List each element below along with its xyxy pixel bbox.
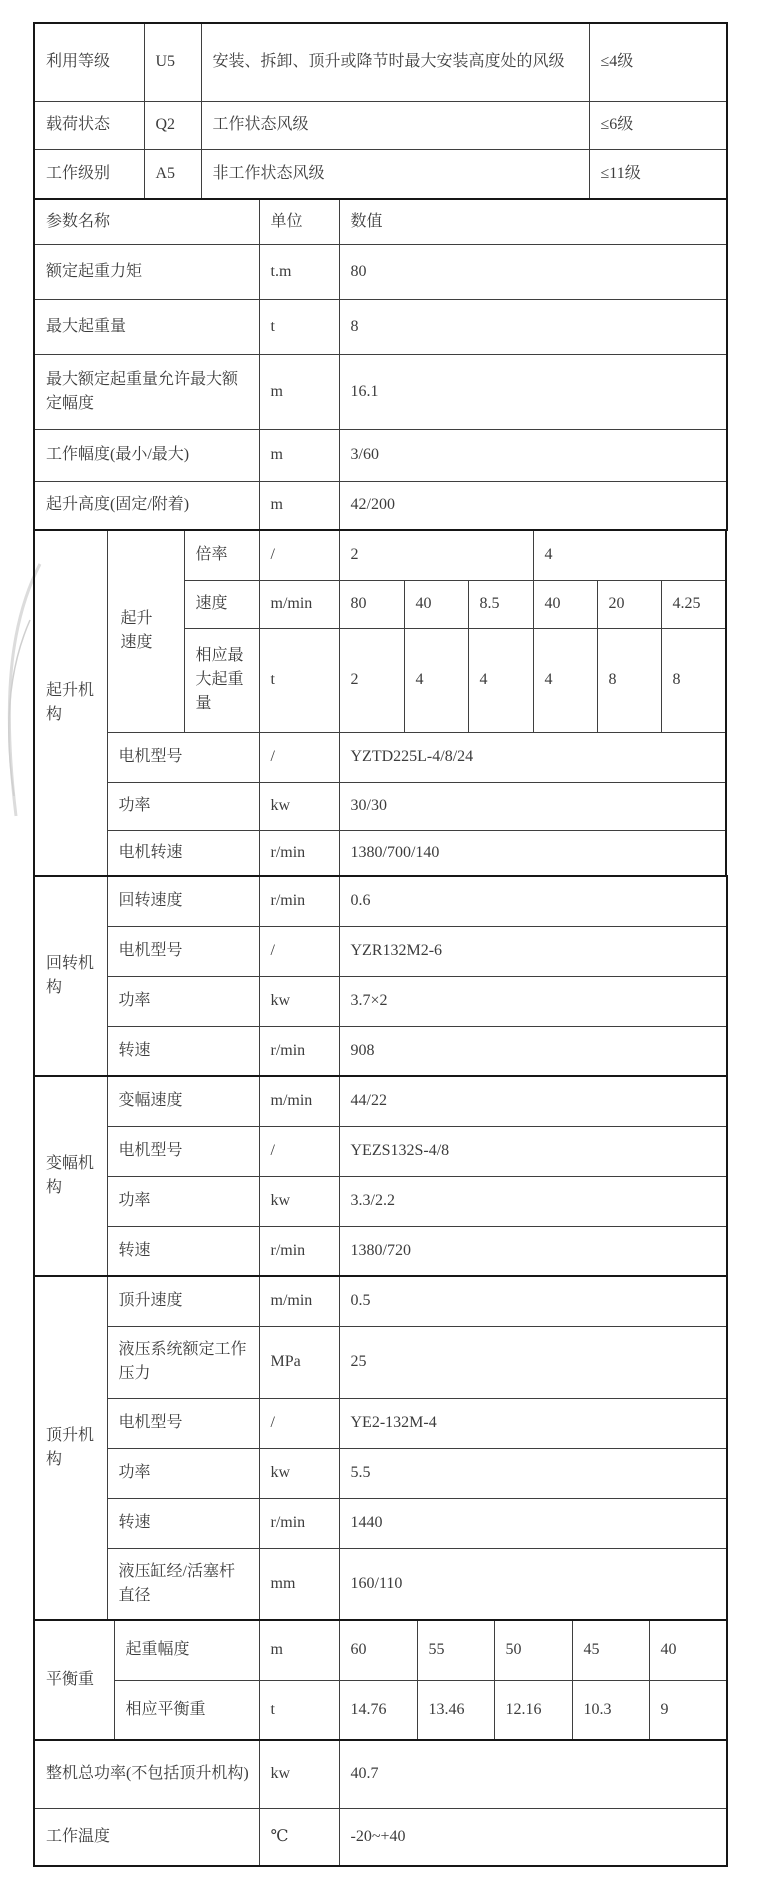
cell: m — [259, 429, 339, 481]
cell: 10.3 — [572, 1680, 649, 1740]
cell: 0.6 — [339, 876, 727, 926]
cell: -20~+40 — [339, 1808, 727, 1866]
cell: 42/200 — [339, 481, 727, 530]
table-row — [34, 782, 726, 830]
cell: 1440 — [339, 1498, 727, 1548]
cell: 16.1 — [339, 354, 727, 429]
cell: U5 — [144, 23, 201, 101]
cell: 整机总功率(不包括顶升机构) — [34, 1740, 259, 1808]
cell: m — [259, 481, 339, 530]
cell: 12.16 — [494, 1680, 572, 1740]
cell: / — [259, 732, 339, 782]
table-row — [34, 244, 727, 299]
cell: 单位 — [259, 199, 339, 244]
table-row — [34, 876, 727, 926]
table-row — [34, 530, 726, 580]
spec-table-slewing — [33, 875, 728, 1077]
cell: 4 — [468, 628, 533, 732]
cell: 40 — [404, 580, 468, 628]
cell: 工作温度 — [34, 1808, 259, 1866]
cell: 80 — [339, 244, 727, 299]
cell: / — [259, 530, 339, 580]
cell: 14.76 — [339, 1680, 417, 1740]
cell: 电机型号 — [107, 926, 259, 976]
cell: / — [259, 1126, 339, 1176]
cell: kw — [259, 1176, 339, 1226]
cell: m/min — [259, 1276, 339, 1326]
cell: 2 — [339, 530, 533, 580]
table-row — [34, 1176, 727, 1226]
cell: 3.3/2.2 — [339, 1176, 727, 1226]
cell: 液压缸经/活塞杆直径 — [107, 1548, 259, 1620]
cell: 40 — [649, 1620, 727, 1680]
cell: YEZS132S-4/8 — [339, 1126, 727, 1176]
cell: kw — [259, 976, 339, 1026]
spec-table-classification — [33, 22, 728, 200]
spec-table-luffing — [33, 1075, 728, 1277]
cell: ≤4级 — [589, 23, 727, 101]
group-label: 起升机构 — [34, 530, 107, 876]
table-row — [34, 1126, 727, 1176]
cell: 最大起重量 — [34, 299, 259, 354]
cell: kw — [259, 1448, 339, 1498]
spec-table-jacking — [33, 1275, 728, 1621]
cell: 908 — [339, 1026, 727, 1076]
table-row — [34, 1276, 727, 1326]
cell: r/min — [259, 830, 339, 876]
cell: 功率 — [107, 976, 259, 1026]
cell: m — [259, 1620, 339, 1680]
cell: kw — [259, 1740, 339, 1808]
cell: A5 — [144, 149, 201, 199]
cell: 5.5 — [339, 1448, 727, 1498]
group-label: 回转机构 — [34, 876, 107, 1076]
cell: 4 — [533, 530, 726, 580]
spec-table-counterweight — [33, 1619, 728, 1741]
cell: 参数名称 — [34, 199, 259, 244]
cell: 45 — [572, 1620, 649, 1680]
cell: 4 — [533, 628, 597, 732]
cell: 0.5 — [339, 1276, 727, 1326]
table-row — [34, 1226, 727, 1276]
cell: 3.7×2 — [339, 976, 727, 1026]
cell: 起升高度(固定/附着) — [34, 481, 259, 530]
cell: 9 — [649, 1680, 727, 1740]
table-row — [34, 354, 727, 429]
group-label: 变幅机构 — [34, 1076, 107, 1276]
table-row — [34, 101, 727, 149]
table-row — [34, 1808, 727, 1866]
cell: mm — [259, 1548, 339, 1620]
cell: t — [259, 1680, 339, 1740]
cell: 40 — [533, 580, 597, 628]
cell: 160/110 — [339, 1548, 727, 1620]
cell: 起重幅度 — [114, 1620, 259, 1680]
cell: YZR132M2-6 — [339, 926, 727, 976]
spec-tables — [33, 22, 727, 1867]
cell: 80 — [339, 580, 404, 628]
group-label: 平衡重 — [34, 1620, 114, 1740]
spec-table-overall — [33, 1739, 728, 1867]
table-row — [34, 1026, 727, 1076]
cell: YZTD225L-4/8/24 — [339, 732, 726, 782]
cell: 倍率 — [184, 530, 259, 580]
group-label: 顶升机构 — [34, 1276, 107, 1620]
table-row — [34, 149, 727, 199]
cell: 30/30 — [339, 782, 726, 830]
table-row — [34, 1620, 727, 1680]
table-row — [34, 732, 726, 782]
cell: 25 — [339, 1326, 727, 1398]
cell: r/min — [259, 1226, 339, 1276]
cell: 工作幅度(最小/最大) — [34, 429, 259, 481]
cell: 20 — [597, 580, 661, 628]
cell: 电机型号 — [107, 1126, 259, 1176]
cell: 转速 — [107, 1026, 259, 1076]
cell: 功率 — [107, 1448, 259, 1498]
cell: 功率 — [107, 782, 259, 830]
cell: 40.7 — [339, 1740, 727, 1808]
table-row — [34, 976, 727, 1026]
cell: 非工作状态风级 — [201, 149, 589, 199]
cell: ≤6级 — [589, 101, 727, 149]
cell: 电机型号 — [107, 1398, 259, 1448]
cell: 利用等级 — [34, 23, 144, 101]
cell: r/min — [259, 1498, 339, 1548]
cell: 转速 — [107, 1498, 259, 1548]
cell: t — [259, 628, 339, 732]
table-row — [34, 1498, 727, 1548]
cell: 工作级别 — [34, 149, 144, 199]
cell: 最大额定起重量允许最大额定幅度 — [34, 354, 259, 429]
cell: t.m — [259, 244, 339, 299]
cell: 额定起重力矩 — [34, 244, 259, 299]
table-row — [34, 481, 727, 530]
cell: 4.25 — [661, 580, 726, 628]
cell: ≤11级 — [589, 149, 727, 199]
cell: / — [259, 1398, 339, 1448]
cell: 相应最大起重量 — [184, 628, 259, 732]
cell: / — [259, 926, 339, 976]
table-row — [34, 299, 727, 354]
cell: 回转速度 — [107, 876, 259, 926]
table-row — [34, 199, 727, 244]
cell: m/min — [259, 580, 339, 628]
cell: YE2-132M-4 — [339, 1398, 727, 1448]
table-row — [34, 1076, 727, 1126]
table-row — [34, 23, 727, 101]
table-row — [34, 1548, 727, 1620]
cell: 电机型号 — [107, 732, 259, 782]
cell: 工作状态风级 — [201, 101, 589, 149]
cell: Q2 — [144, 101, 201, 149]
cell: 液压系统额定工作压力 — [107, 1326, 259, 1398]
cell: MPa — [259, 1326, 339, 1398]
cell: m — [259, 354, 339, 429]
table-row — [34, 1680, 727, 1740]
table-row — [34, 429, 727, 481]
cell: 8 — [597, 628, 661, 732]
cell: 1380/700/140 — [339, 830, 726, 876]
cell: 安装、拆卸、顶升或降节时最大安装高度处的风级 — [201, 23, 589, 101]
table-row — [34, 1326, 727, 1398]
cell: 电机转速 — [107, 830, 259, 876]
cell: 50 — [494, 1620, 572, 1680]
cell: 8.5 — [468, 580, 533, 628]
table-row — [34, 830, 726, 876]
cell: 44/22 — [339, 1076, 727, 1126]
cell: 2 — [339, 628, 404, 732]
cell: t — [259, 299, 339, 354]
cell: 60 — [339, 1620, 417, 1680]
cell: 1380/720 — [339, 1226, 727, 1276]
cell: m/min — [259, 1076, 339, 1126]
cell: 转速 — [107, 1226, 259, 1276]
cell: 13.46 — [417, 1680, 494, 1740]
spec-table-hoisting — [33, 529, 727, 877]
cell: 顶升速度 — [107, 1276, 259, 1326]
spec-table-parameters — [33, 198, 728, 531]
cell: 速度 — [184, 580, 259, 628]
cell: 载荷状态 — [34, 101, 144, 149]
cell: ℃ — [259, 1808, 339, 1866]
cell: r/min — [259, 876, 339, 926]
cell: kw — [259, 782, 339, 830]
cell: 功率 — [107, 1176, 259, 1226]
cell: 变幅速度 — [107, 1076, 259, 1126]
table-row — [34, 926, 727, 976]
table-row — [34, 1398, 727, 1448]
cell: 8 — [661, 628, 726, 732]
cell: 55 — [417, 1620, 494, 1680]
table-row — [34, 1448, 727, 1498]
cell: 相应平衡重 — [114, 1680, 259, 1740]
cell: r/min — [259, 1026, 339, 1076]
cell: 4 — [404, 628, 468, 732]
cell: 8 — [339, 299, 727, 354]
subgroup-label: 起升速度 — [107, 530, 184, 732]
table-row — [34, 1740, 727, 1808]
cell: 数值 — [339, 199, 727, 244]
cell: 3/60 — [339, 429, 727, 481]
